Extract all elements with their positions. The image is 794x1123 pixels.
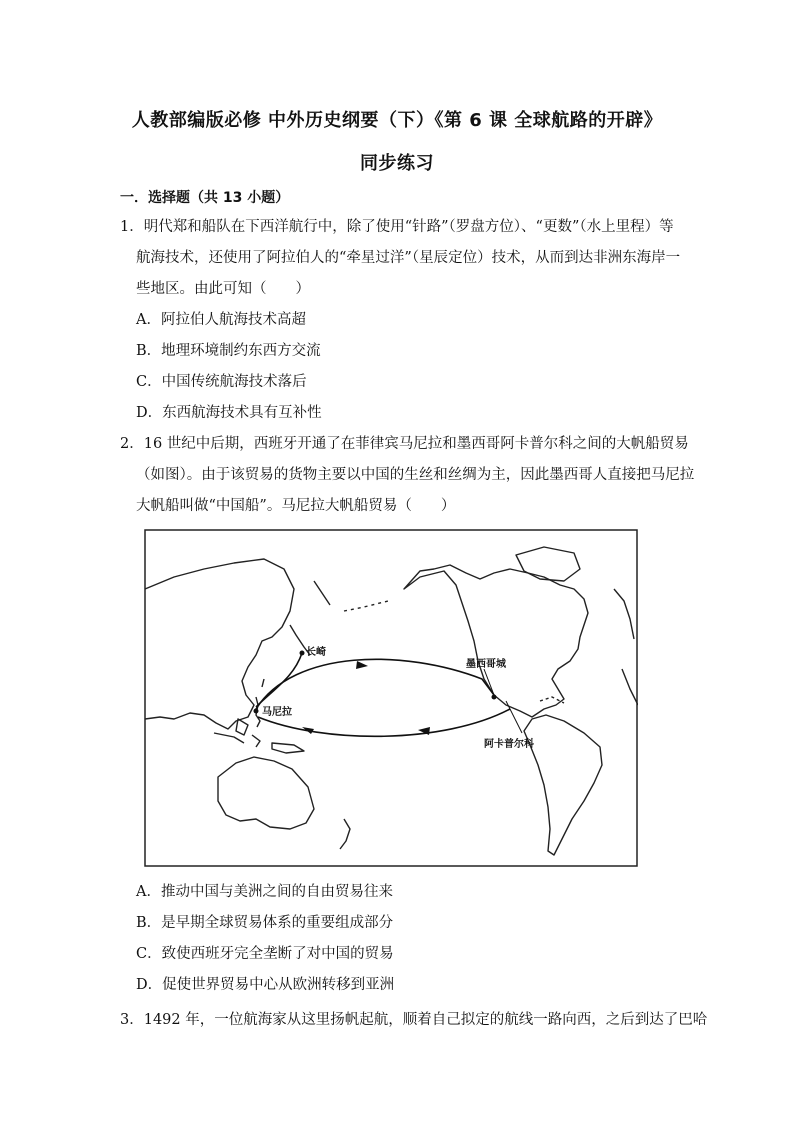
q2-stem-line2: （如图）。由于该贸易的货物主要以中国的生丝和丝绸为主，因此墨西哥人直接把马尼拉	[136, 467, 695, 483]
q2-option-b[interactable]: B．是早期全球贸易体系的重要组成部分	[136, 915, 394, 931]
galleon-trade-map	[144, 529, 638, 867]
q3-stem-line1: 3．1492 年，一位航海家从这里扬帆起航，顺着自己拟定的航线一路向西，之后到达了巴哈	[120, 1012, 708, 1028]
page-subtitle: 同步练习	[360, 153, 434, 174]
label-manila: 马尼拉	[262, 707, 292, 718]
q1-stem-line3: 些地区。由此可知（ ）	[136, 281, 310, 297]
q1-stem-line1: 1．明代郑和船队在下西洋航行中，除了使用“针路”（罗盘方位）、“更数”（水上里程）等	[120, 219, 674, 235]
q2-option-c[interactable]: C．致使西班牙完全垄断了对中国的贸易	[136, 946, 394, 962]
q1-option-c[interactable]: C．中国传统航海技术落后	[136, 374, 307, 390]
section-heading: 一．选择题（共 13 小题）	[120, 190, 290, 206]
label-nagasaki: 长崎	[306, 647, 326, 658]
q1-option-a[interactable]: A．阿拉伯人航海技术高超	[136, 312, 306, 328]
q2-stem-line1: 2．16 世纪中后期，西班牙开通了在菲律宾马尼拉和墨西哥阿卡普尔科之间的大帆船贸易	[120, 436, 689, 452]
q2-stem-line3: 大帆船叫做“中国船”。马尼拉大帆船贸易（ ）	[136, 498, 456, 514]
nagasaki-dot	[300, 651, 305, 656]
q1-option-d[interactable]: D．东西航海技术具有互补性	[136, 405, 322, 421]
q1-option-b[interactable]: B．地理环境制约东西方交流	[136, 343, 321, 359]
label-mexico-city: 墨西哥城	[466, 659, 506, 670]
q2-option-a[interactable]: A．推动中国与美洲之间的自由贸易往来	[136, 884, 393, 900]
manila-dot	[254, 709, 259, 714]
page-title: 人教部编版必修 中外历史纲要（下）《第 6 课 全球航路的开辟》	[131, 110, 663, 131]
label-acapulco: 阿卡普尔科	[484, 739, 534, 750]
acapulco-dot	[492, 695, 497, 700]
q1-stem-line2: 航海技术，还使用了阿拉伯人的“牵星过洋”（星辰定位）技术，从而到达非洲东海岸一	[136, 250, 681, 266]
q2-option-d[interactable]: D．促使世界贸易中心从欧洲转移到亚洲	[136, 977, 395, 993]
